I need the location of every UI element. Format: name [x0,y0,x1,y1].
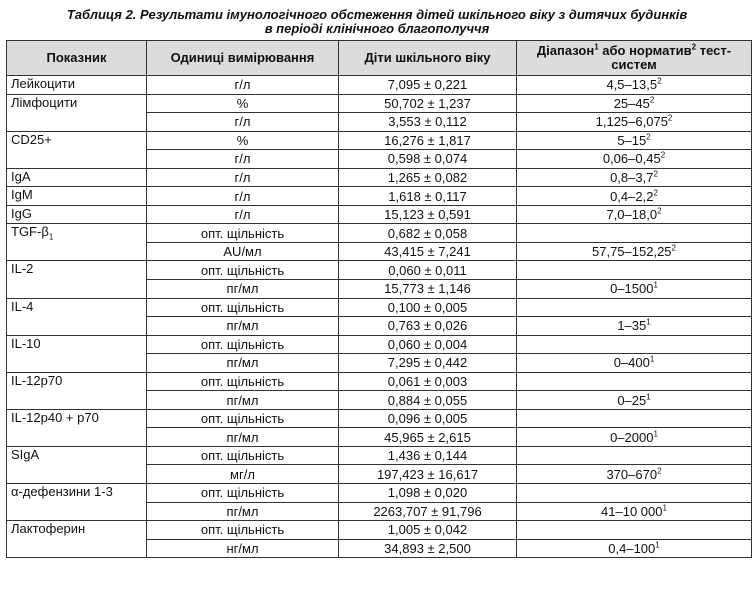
indicator-name: CD25+ [11,131,52,147]
unit-cell: опт. щільність [147,409,339,428]
range-footnote: 2 [657,76,662,86]
unit-cell: опт. щільність [147,298,339,317]
range-cell [517,168,752,187]
indicator-name: α-дефензини 1-3 [11,484,113,500]
range-footnote: 2 [671,243,676,253]
indicator-cell [7,76,147,95]
header-range-part-a: Діапазон [536,43,595,58]
value-cell: 0,598 ± 0,074 [339,150,517,169]
unit-cell: пг/мл [147,317,339,336]
table-row [7,168,752,187]
range-cell [517,242,752,261]
range-cell [517,428,752,447]
unit-cell: AU/мл [147,242,339,261]
range-cell [517,502,752,521]
table-row [7,131,752,150]
indicator-cell [7,446,147,483]
value-cell: 0,682 ± 0,058 [339,224,517,243]
value-cell: 16,276 ± 1,817 [339,131,517,150]
indicator-cell [7,168,147,187]
indicator-name: IL-4 [11,298,34,314]
header-indicator: Показник [7,41,147,76]
unit-cell: г/л [147,187,339,206]
value-cell: 1,618 ± 0,117 [339,187,517,206]
indicator-name: TGF-β [11,224,49,240]
header-range-part-b: або норматив [598,43,692,58]
range-cell [517,76,752,95]
unit-cell: г/л [147,205,339,224]
range-cell [517,409,752,428]
indicator-cell [7,224,147,261]
range-footnote: 2 [653,188,658,198]
range-footnote: 1 [646,318,651,328]
indicator-name: IL-10 [11,335,41,351]
indicator-name: IgA [11,168,31,184]
unit-cell: пг/мл [147,428,339,447]
range-value: 1–35 [617,318,647,334]
range-value: 0,4–100 [608,540,656,556]
table-row [7,335,752,354]
table-row [7,446,752,465]
range-cell [517,372,752,391]
table-row [7,298,752,317]
caption-line-2: в періоді клінічного благополуччя [264,21,490,36]
range-cell [517,187,752,206]
range-cell [517,261,752,280]
indicator-cell [7,372,147,409]
unit-cell: мг/л [147,465,339,484]
unit-cell: пг/мл [147,280,339,299]
table-caption [0,8,754,36]
range-footnote: 1 [649,355,655,365]
unit-cell: г/л [147,113,339,132]
header-range [517,41,752,76]
unit-cell: пг/мл [147,391,339,410]
indicator-subscript: 1 [48,232,54,242]
header-row [7,41,752,76]
range-cell [517,391,752,410]
table-row [7,372,752,391]
value-cell: 1,005 ± 0,042 [339,521,517,540]
value-cell: 43,415 ± 7,241 [339,242,517,261]
value-cell: 0,763 ± 0,026 [339,317,517,336]
range-cell [517,317,752,336]
range-cell [517,205,752,224]
header-units: Одиниці вимірювання [147,41,339,76]
header-children: Діти шкільного віку [339,41,517,76]
indicator-name: IgG [11,205,32,221]
caption-line-1: Таблиця 2. Результати імунологічного обстеження дітей шкільного віку з дитячих будинків [66,7,688,22]
range-value: 0–25 [617,392,647,408]
value-cell: 0,096 ± 0,005 [339,409,517,428]
indicator-name: Лактоферин [11,521,86,537]
indicator-name: IL-2 [11,261,34,277]
value-cell: 1,098 ± 0,020 [339,484,517,503]
value-cell: 7,295 ± 0,442 [339,354,517,373]
unit-cell: нг/мл [147,539,339,558]
range-footnote: 1 [653,429,658,439]
table-row [7,261,752,280]
range-value: 25–45 [613,95,650,111]
indicator-name: IL-12p40 + p70 [11,409,99,425]
range-cell [517,298,752,317]
value-cell: 0,061 ± 0,003 [339,372,517,391]
unit-cell: опт. щільність [147,224,339,243]
range-footnote: 2 [657,466,662,476]
range-footnote: 2 [667,114,673,124]
range-cell [517,521,752,540]
indicator-name: SIgA [11,446,40,462]
range-cell [517,131,752,150]
indicator-cell [7,261,147,298]
table-row [7,205,752,224]
range-footnote: 1 [653,280,658,290]
table-row [7,76,752,95]
indicator-cell [7,335,147,372]
unit-cell: пг/мл [147,502,339,521]
value-cell: 2263,707 ± 91,796 [339,502,517,521]
value-cell: 1,436 ± 0,144 [339,446,517,465]
indicator-cell [7,298,147,335]
unit-cell: г/л [147,76,339,95]
unit-cell: опт. щільність [147,261,339,280]
table-body [7,76,752,558]
table-row [7,224,752,243]
range-footnote: 2 [653,169,658,179]
indicator-cell [7,521,147,558]
range-value: 0,8–3,7 [610,170,654,185]
unit-cell: опт. щільність [147,372,339,391]
unit-cell: опт. щільність [147,484,339,503]
range-value: 0,06–0,45 [602,151,661,167]
range-cell [517,150,752,169]
unit-cell: % [147,131,339,150]
table-row [7,94,752,113]
value-cell: 0,884 ± 0,055 [339,391,517,410]
table-row [7,521,752,540]
range-footnote: 2 [657,206,662,216]
range-cell [517,113,752,132]
unit-cell: опт. щільність [147,446,339,465]
indicator-name: Лейкоцити [11,76,76,91]
value-cell: 3,553 ± 0,112 [339,113,517,132]
header-range-sup-1: 1 [594,42,599,52]
range-value: 7,0–18,0 [606,207,658,223]
unit-cell: г/л [147,168,339,187]
range-cell [517,94,752,113]
value-cell: 7,095 ± 0,221 [339,76,517,95]
range-cell [517,446,752,465]
unit-cell: опт. щільність [147,335,339,354]
range-footnote: 2 [646,132,651,142]
results-table [6,40,752,558]
range-cell [517,539,752,558]
indicator-cell [7,94,147,131]
indicator-name: IgM [11,187,33,203]
range-footnote: 2 [649,95,655,105]
header-range-sup-2: 2 [691,42,697,52]
range-footnote: 1 [662,503,667,513]
unit-cell: пг/мл [147,354,339,373]
range-value: 0–1500 [610,281,654,297]
indicator-name: Лімфоцити [11,94,78,110]
range-value: 0,4–2,2 [610,188,654,204]
value-cell: 1,265 ± 0,082 [339,168,517,187]
value-cell: 15,773 ± 1,146 [339,280,517,299]
table-row [7,187,752,206]
range-cell [517,354,752,373]
range-value: 57,75–152,25 [592,244,672,260]
unit-cell: % [147,94,339,113]
unit-cell: г/л [147,150,339,169]
value-cell: 45,965 ± 2,615 [339,428,517,447]
value-cell: 50,702 ± 1,237 [339,94,517,113]
range-cell [517,335,752,354]
range-cell [517,465,752,484]
range-footnote: 2 [660,151,666,161]
range-cell [517,280,752,299]
table-row [7,484,752,503]
header-range-part-c: тест-систем [611,43,732,72]
indicator-cell [7,409,147,446]
value-cell: 0,060 ± 0,011 [339,261,517,280]
unit-cell: опт. щільність [147,521,339,540]
indicator-name: IL-12p70 [11,372,63,388]
range-value: 1,125–6,075 [595,114,668,130]
table-row [7,409,752,428]
indicator-cell [7,187,147,206]
range-value: 0–2000 [610,429,654,445]
indicator-cell [7,484,147,521]
range-value: 370–670 [606,466,658,482]
range-value: 0–400 [613,355,650,371]
value-cell: 0,100 ± 0,005 [339,298,517,317]
range-cell [517,224,752,243]
value-cell: 34,893 ± 2,500 [339,539,517,558]
value-cell: 197,423 ± 16,617 [339,465,517,484]
value-cell: 15,123 ± 0,591 [339,205,517,224]
indicator-cell [7,131,147,168]
range-value: 5–15 [617,132,647,148]
range-cell [517,484,752,503]
range-footnote: 1 [646,392,651,402]
indicator-cell [7,205,147,224]
value-cell: 0,060 ± 0,004 [339,335,517,354]
range-value: 41–10 000 [601,503,663,519]
range-footnote: 1 [655,540,660,550]
range-value: 4,5–13,5 [606,77,658,93]
